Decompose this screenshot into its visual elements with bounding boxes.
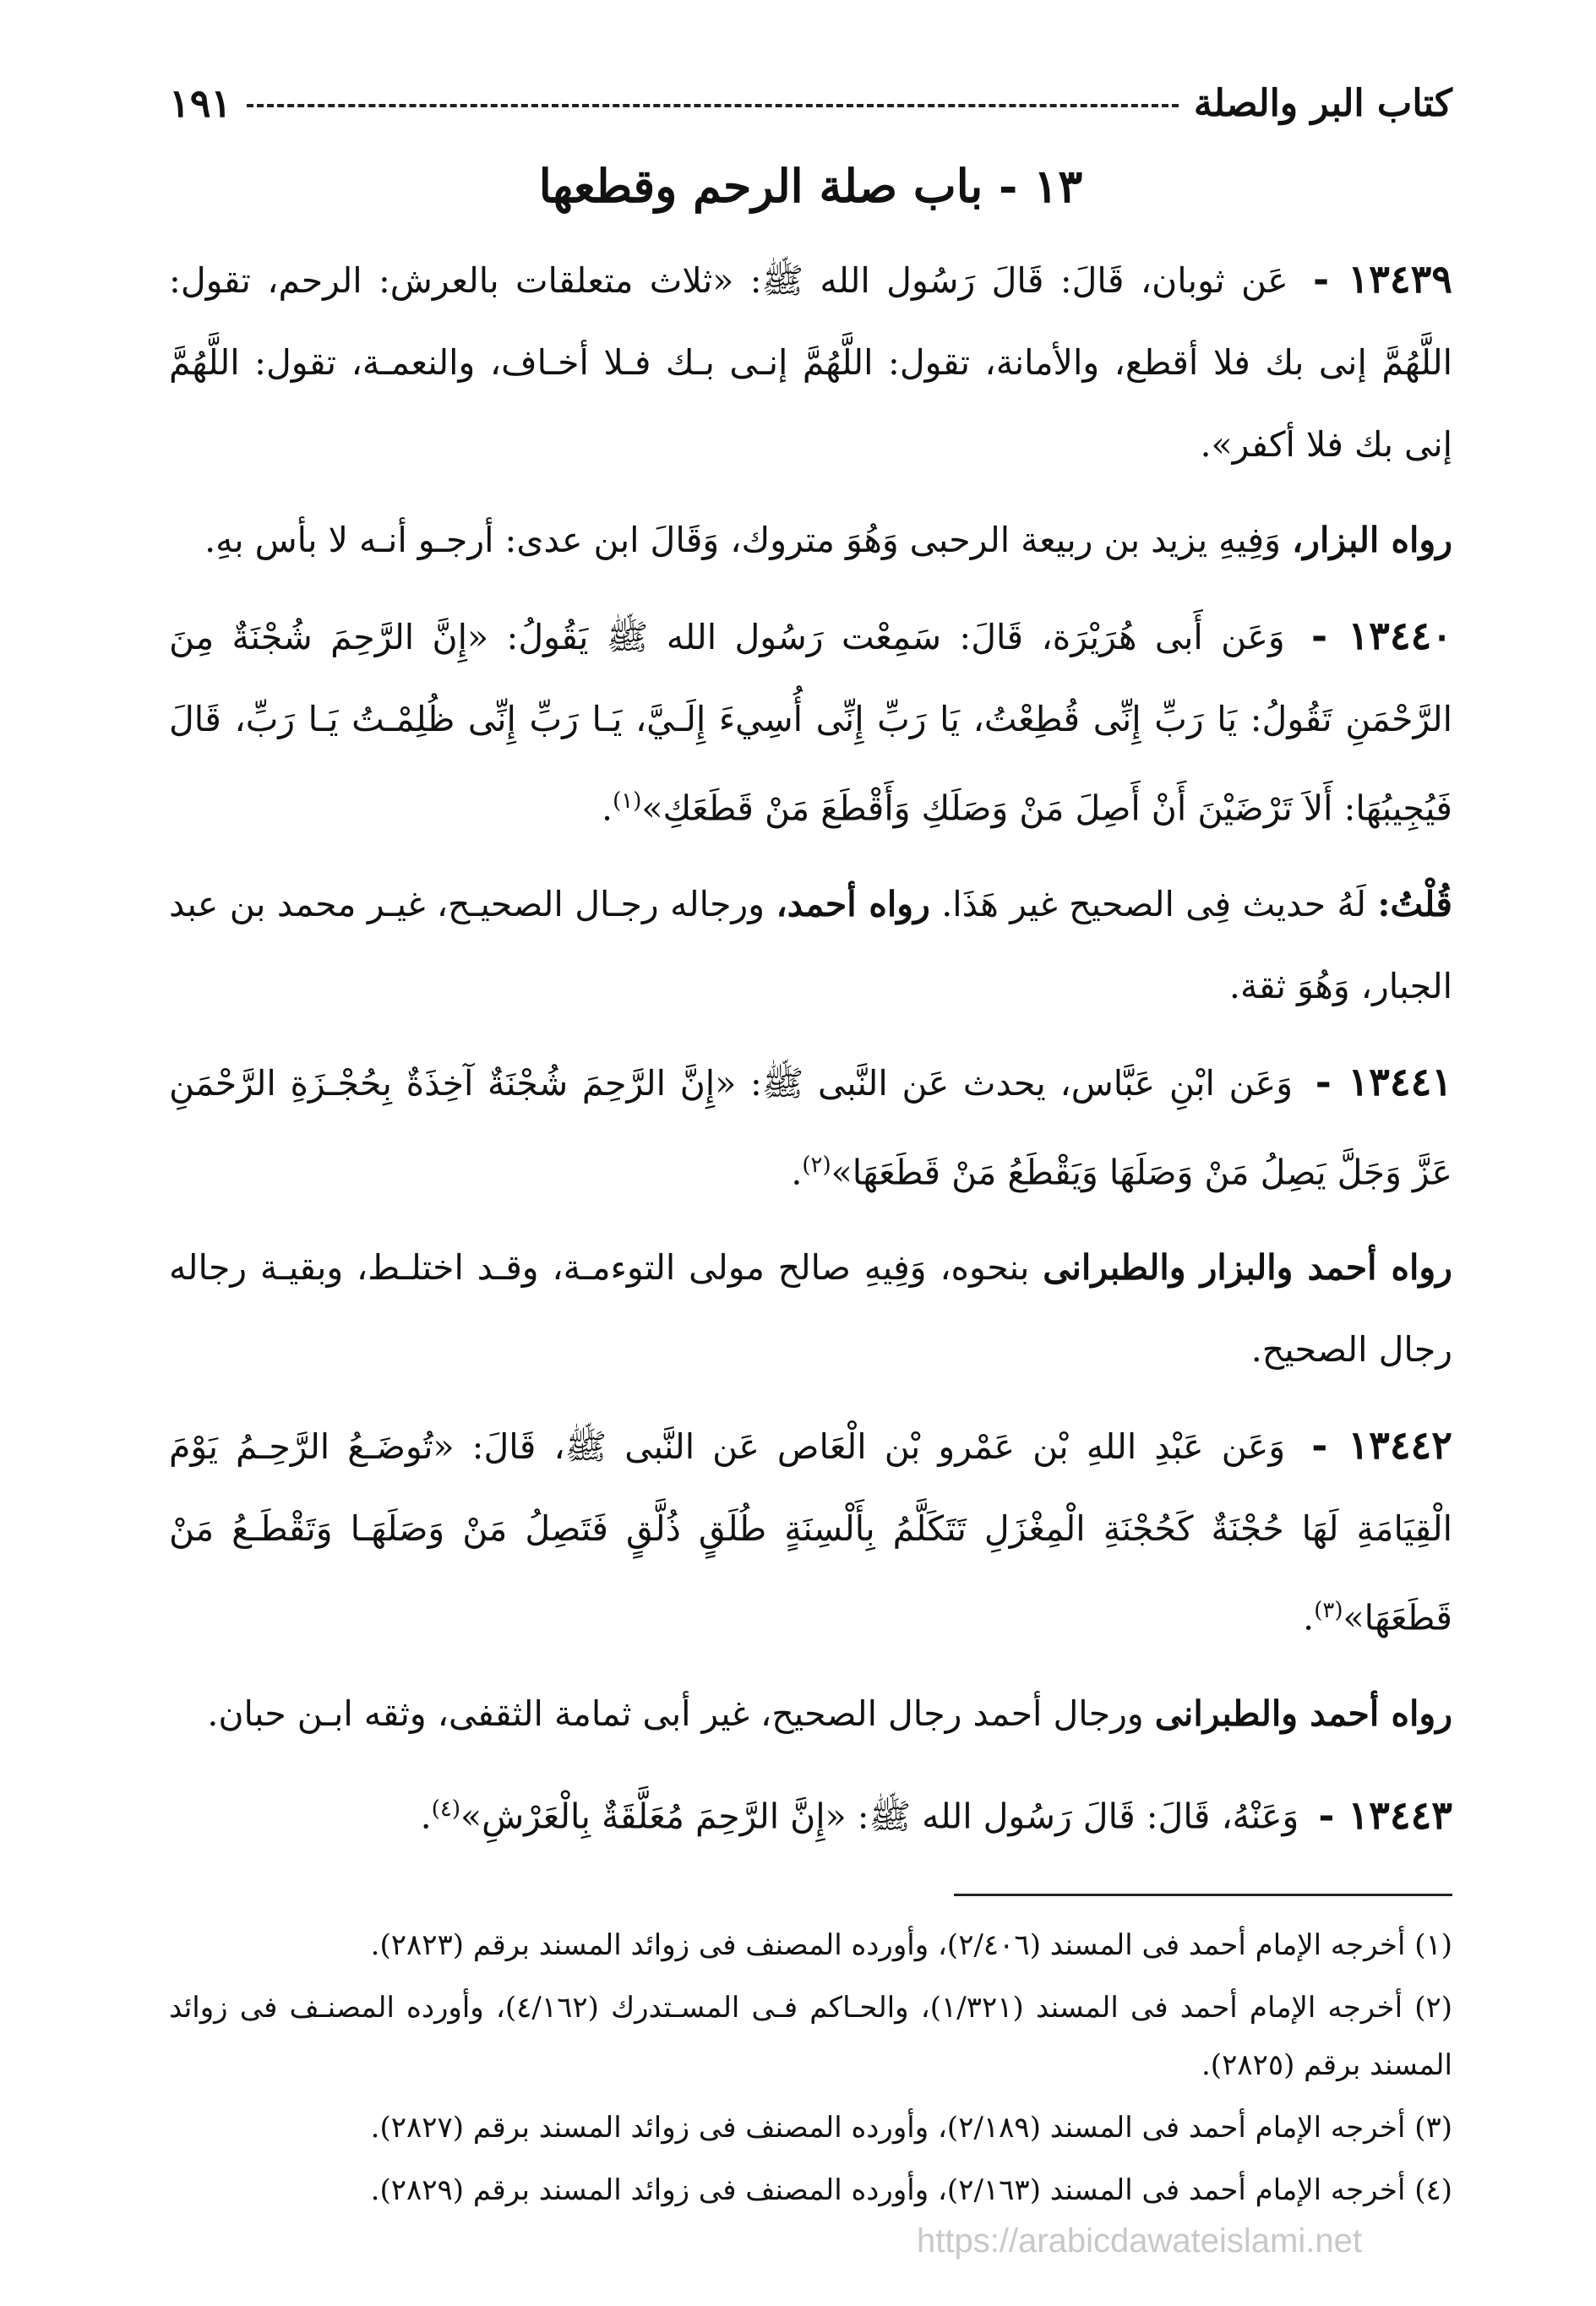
hadith-text: وَعَن عَبْدِ اللهِ بْن عَمْرو بْن الْعَاص عَن النَّبى ﷺ، قَالَ: «تُوضَـعُ الرَّحِـمُ يَوْمَ الْقِيَامَةِ لَهَا حُجْنَةٌ كَحُجْنَةِ الْمِغْزَلِ تَتَكَلَّمُ بِأَلْسِنَةٍ طُلَقٍ ذُلَّقٍ فَتَصِلُ مَنْ وَصَلَهَـا وَتَقْطَـعُ مَنْ قَطَعَهَا»: [169, 1426, 1452, 1638]
footnote-1: (١) أخرجه الإمام أحمد فى المسند (٢/٤٠٦)، وأورده المصنف فى زوائد المسند برقم (٢٨٢٣).: [370, 1928, 1452, 1962]
hadith-13440: [169, 595, 1452, 850]
commentary-text: وَفِيهِ يزيد بن ربيعة الرحبى وَهُوَ متروك، وَقَالَ ابن عدى: أرجـو أنـه لا بأس بهِ.: [204, 520, 1281, 560]
source-ref: رواه أحمد والطبرانى: [1154, 1693, 1452, 1734]
commentary: [169, 499, 1452, 581]
hadith-13439: [169, 238, 1452, 486]
footnote-ref: (١): [613, 788, 642, 814]
hadith-13441: [169, 1041, 1452, 1214]
hadith-number: ١٣٤٤٠ -: [1311, 613, 1452, 658]
commentary-text: لَهُ حديث فِى الصحيح غير هَذَا.: [941, 883, 1366, 924]
footnote-ref: (٣): [1314, 1598, 1343, 1624]
source-ref: رواه أحمد والبزار والطبرانى: [1043, 1247, 1452, 1289]
hadith-13443: [169, 1769, 1452, 1858]
commentary-text: ورجاله رجـال الصحيـح، غيـر محمد بن عبد الجبار، وَهُوَ ثقة.: [169, 883, 1452, 1006]
hadith-number: ١٣٤٤٣ -: [1318, 1791, 1452, 1838]
hadith-text: وَعَنْهُ، قَالَ: قَالَ رَسُول الله ﷺ: «إِنَّ الرَّحِمَ مُعَلَّقَةٌ بِالْعَرْشِ»: [460, 1796, 1299, 1837]
commentary: [169, 1673, 1452, 1755]
footnote-4: (٤) أخرجه الإمام أحمد فى المسند (٢/١٦٣)، وأورده المصنف فى زوائد المسند برقم (٢٨٢٩).: [370, 2173, 1452, 2207]
source-ref: رواه البزار،: [1291, 520, 1452, 560]
footnote-ref: (٤): [431, 1796, 460, 1822]
commentary-text: بنحوه، وَفِيهِ صالح مولى التوءمـة، وقـد اختلـط، وبقيـة رجاله رجال الصحيح.: [169, 1247, 1452, 1371]
commentary: [169, 1227, 1452, 1391]
hadith-text: عَن ثوبان، قَالَ: قَالَ رَسُول الله ﷺ: «ثلاث متعلقات بالعرش: الرحم، تقول: اللَّهُمَّ إنى بك فلا أقطع، والأمانة، تقول: اللَّهُمَّ إنـى بـك فـلا أخـاف، والنعمـة، تقول: اللَّهُمَّ إنى بك فلا أكفر».: [169, 260, 1452, 465]
main-text: [169, 238, 1452, 1872]
footnote-divider: [954, 1894, 1452, 1896]
source-ref: رواه أحمد،: [776, 883, 930, 924]
hadith-number: ١٣٤٤٢ -: [1311, 1422, 1452, 1469]
footnote-3: (٣) أخرجه الإمام أحمد فى المسند (٢/١٨٩)، وأورده المصنف فى زوائد المسند برقم (٢٨٢٧).: [370, 2111, 1452, 2145]
commentary: [169, 864, 1452, 1028]
commentary-text: ورجال أحمد رجال الصحيح، غير أبى ثمامة الثقفى، وثقه ابـن حبان.: [207, 1693, 1144, 1734]
sentence-end: .: [1303, 1597, 1315, 1638]
hadith-number: ١٣٤٣٩ -: [1313, 256, 1453, 302]
hadith-text: وَعَن ابْنِ عَبَّاس، يحدث عَن النَّبى ﷺ: «إِنَّ الرَّحِمَ شُجْنَةٌ آخِذَةٌ بِحُجْـزَةِ الرَّحْمَنِ عَزَّ وَجَلَّ يَصِلُ مَنْ وَصَلَهَا وَيَقْطَعُ مَنْ قَطَعَهَا»: [169, 1062, 1452, 1193]
hadith-text: وَعَن أَبى هُرَيْرَة، قَالَ: سَمِعْت رَسُول الله ﷺ يَقُولُ: «إِنَّ الرَّحِمَ شُجْنَةٌ مِنَ الرَّحْمَنِ تَقُولُ: يَا رَبِّ إِنِّى قُطِعْتُ، يَا رَبِّ إِنِّى أُسِيءَ إِلَـيَّ، يَـا رَبِّ إِنِّى ظُلِمْـتُ يَـا رَبِّ، قَالَ فَيُجِيبُهَا: أَلاَ تَرْضَيْنَ أَنْ أَصِلَ مَنْ وَصَلَكِ وَأَقْطَعَ مَنْ قَطَعَكِ»: [169, 617, 1452, 829]
footnote-ref: (٢): [802, 1152, 831, 1178]
chapter-title: ١٣ - باب صلة الرحم وقطعها: [538, 159, 1083, 213]
running-header: [169, 78, 1452, 128]
header-dash-line: [247, 104, 1179, 107]
footnote-2: (٢) أخرجه الإمام أحمد فى المسند (١/٣٢١)، والحـاكم فـى المسـتدرك (٤/١٦٢)، وأورده المصنـف فى زوائد المسند برقم (٢٨٢٥).: [169, 1991, 1452, 2082]
sentence-end: .: [602, 788, 613, 829]
sentence-end: .: [791, 1152, 803, 1193]
page-number: ١٩١: [169, 80, 232, 126]
watermark-url: https://arabicdawateislami.net: [917, 2222, 1362, 2260]
footnotes: [169, 1916, 1452, 2224]
sentence-end: .: [420, 1796, 432, 1837]
running-title: كتاب البر والصلة: [1193, 81, 1452, 125]
qultu-lead: قُلْتُ:: [1377, 883, 1452, 924]
hadith-13442: [169, 1404, 1452, 1660]
hadith-number: ١٣٤٤١ -: [1315, 1058, 1452, 1104]
